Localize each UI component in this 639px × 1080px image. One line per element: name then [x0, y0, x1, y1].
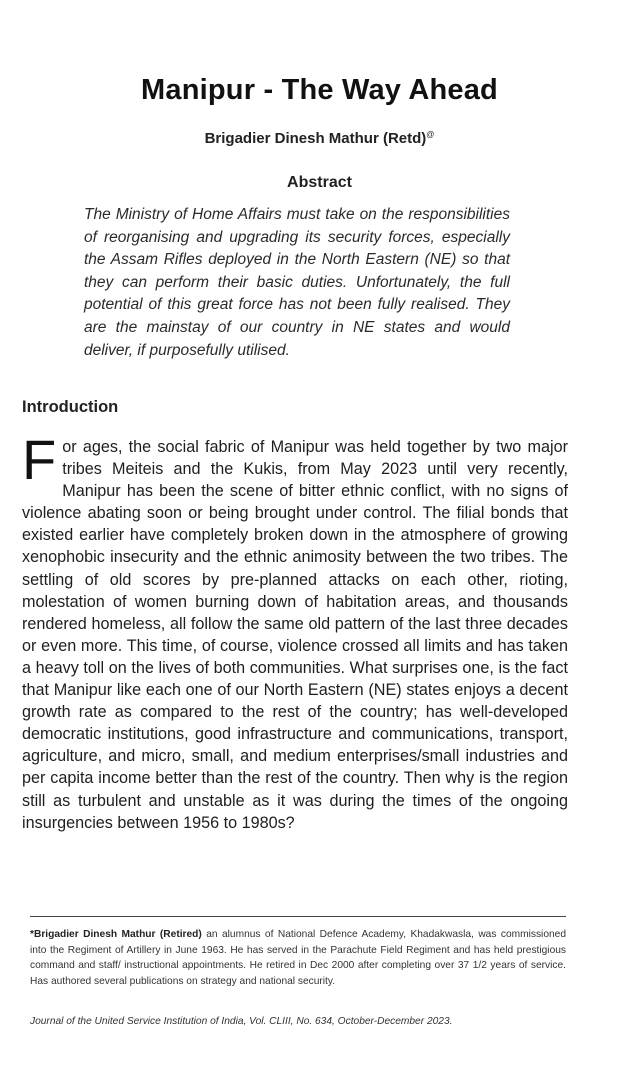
- footnote-divider: [30, 916, 566, 917]
- author-marker: @: [426, 130, 435, 139]
- introduction-heading: Introduction: [22, 398, 119, 416]
- author-footnote: [30, 927, 566, 989]
- introduction-paragraph: [22, 428, 568, 834]
- journal-citation: Journal of the United Service Institution of India, Vol. CLIII, No. 634, October-December 2023.: [30, 1016, 453, 1027]
- abstract-heading: Abstract: [287, 174, 352, 191]
- footnote-author-name: *Brigadier Dinesh Mathur (Retired): [30, 929, 202, 940]
- author-line: [0, 130, 639, 147]
- abstract-text: The Ministry of Home Affairs must take on the responsibilities of reorganising and upgrading its security forces, especially the Assam Rifles deployed in the North Eastern (NE) so that they can perform their basic duties. Unfortunately, the full potential of this great force has not been fully realised. They are the mainstay of our country in NE states and would deliver, if purposefully utilised.: [84, 206, 510, 359]
- drop-cap: F: [22, 428, 57, 491]
- footnote-text: an alumnus of National Defence Academy, Khadakwasla, was commissioned into the Regiment of Artillery in June 1963. He has served in the Parachute Field Regiment and has held prestigious command and staff/ instructional appointments. He retired in Dec 2000 after completing over 37 1/2 years of service. Has authored several publications on strategy and national security.: [30, 929, 566, 987]
- introduction-text: or ages, the social fabric of Manipur was held together by two major tribes Meiteis and the Kukis, from May 2023 until very recently, Manipur has been the scene of bitter ethnic conflict, with no signs of violence abating soon or being brought under control. The filial bonds that existed earlier have completely broken down in the atmosphere of growing xenophobic insecurity and the ethnic animosity between the two tribes. The settling of old scores by pre-planned attacks on each other, rioting, molestation of women burning down of habitation areas, and thousands rendered homeless, all follow the same old pattern of the last three decades or even more. This time, of course, violence crossed all limits and has taken a heavy toll on the lives of both communities. What surprises one, is the fact that Manipur like each one of our North Eastern (NE) states enjoys a decent growth rate as compared to the rest of the country; has well-developed democratic institutions, good infrastructure and communications, transport, agriculture, and micro, small, and medium enterprises/small industries and per capita income better than the rest of the country. Then why is the region still as turbulent and unstable as it was during the times of the ongoing insurgencies between 1956 to 1980s?: [22, 438, 568, 832]
- article-title: Manipur - The Way Ahead: [141, 74, 498, 106]
- author-name: Brigadier Dinesh Mathur (Retd): [204, 130, 427, 147]
